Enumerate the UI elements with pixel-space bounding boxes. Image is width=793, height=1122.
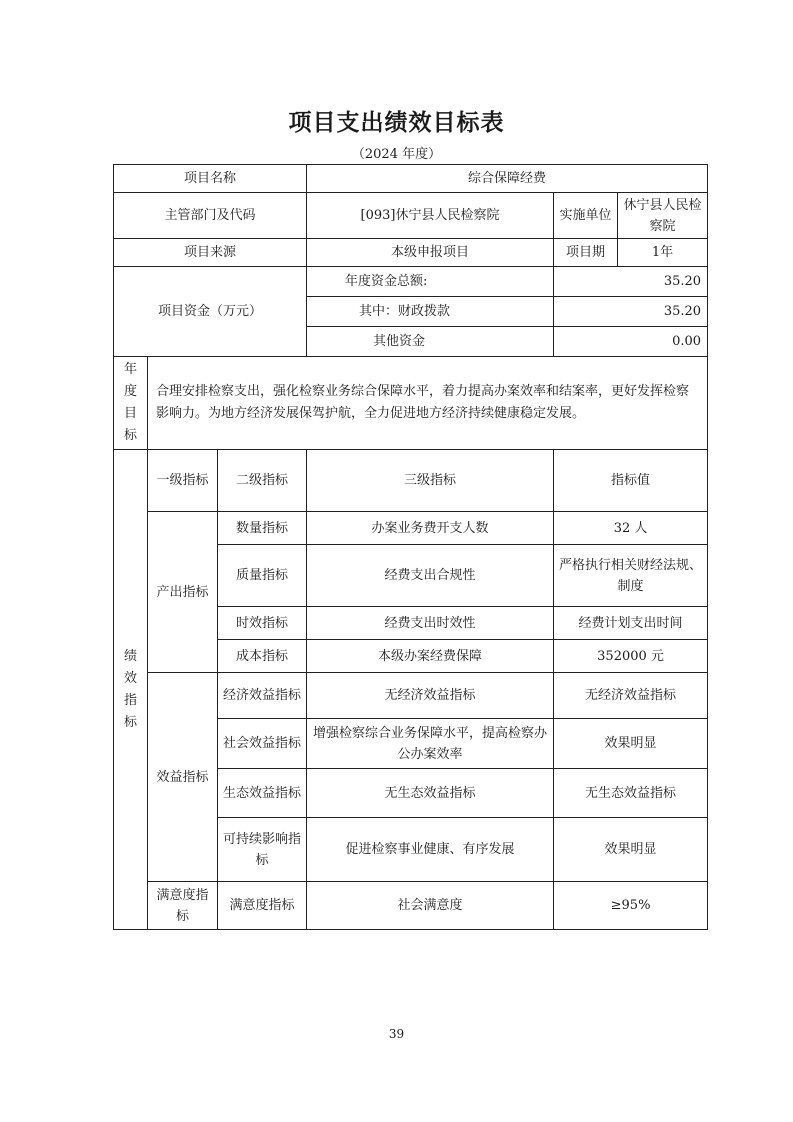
funds-fiscal-label: 其中：财政拨款 xyxy=(307,297,554,327)
row-department xyxy=(114,193,708,239)
value-cell: ≥95% xyxy=(554,882,708,930)
row-project-name xyxy=(114,165,708,193)
funds-label: 项目资金（万元） xyxy=(114,267,307,357)
row-indicator-headers xyxy=(114,450,708,512)
value-cell: 352000 元 xyxy=(554,640,708,673)
level2-cell: 生态效益指标 xyxy=(218,769,307,818)
source-label: 项目来源 xyxy=(114,239,307,267)
row-funds-total xyxy=(114,267,708,297)
level2-cell: 时效指标 xyxy=(218,607,307,640)
table-row xyxy=(114,673,708,719)
funds-other-value: 0.00 xyxy=(554,327,708,357)
header-level1: 一级指标 xyxy=(148,450,218,512)
fiscal-year-subtitle: （2024 年度） xyxy=(351,147,442,162)
level3-cell: 经费支出时效性 xyxy=(307,607,554,640)
performance-indicators-label: 绩效指标 xyxy=(114,450,148,930)
header-level3: 三级指标 xyxy=(307,450,554,512)
benefit-indicators-label: 效益指标 xyxy=(148,673,218,882)
table-row xyxy=(114,882,708,930)
satisfaction-indicators-label: 满意度指标 xyxy=(148,882,218,930)
implementer-value: 休宁县人民检察院 xyxy=(618,193,708,239)
level3-cell: 无生态效益指标 xyxy=(307,769,554,818)
department-value: [093]休宁县人民检察院 xyxy=(307,193,554,239)
page-number: 39 xyxy=(388,1027,405,1041)
value-cell: 效果明显 xyxy=(554,719,708,769)
value-cell: 经费计划支出时间 xyxy=(554,607,708,640)
project-name-label: 项目名称 xyxy=(114,165,307,193)
header-value: 指标值 xyxy=(554,450,708,512)
value-cell: 效果明显 xyxy=(554,818,708,882)
page-title: 项目支出绩效目标表 xyxy=(288,110,505,136)
source-value: 本级申报项目 xyxy=(307,239,554,267)
row-annual-objective xyxy=(114,357,708,450)
implementer-label: 实施单位 xyxy=(554,193,618,239)
level3-cell: 促进检察事业健康、有序发展 xyxy=(307,818,554,882)
level2-cell: 成本指标 xyxy=(218,640,307,673)
level2-cell: 质量指标 xyxy=(218,545,307,607)
annual-objective-label: 年度目标 xyxy=(114,357,148,450)
table-row xyxy=(114,512,708,545)
output-indicators-label: 产出指标 xyxy=(148,512,218,673)
funds-total-value: 35.20 xyxy=(554,267,708,297)
period-label: 项目期 xyxy=(554,239,618,267)
project-name-value: 综合保障经费 xyxy=(307,165,708,193)
period-value: 1年 xyxy=(618,239,708,267)
value-cell: 无经济效益指标 xyxy=(554,673,708,719)
funds-fiscal-value: 35.20 xyxy=(554,297,708,327)
level2-cell: 经济效益指标 xyxy=(218,673,307,719)
department-label: 主管部门及代码 xyxy=(114,193,307,239)
performance-target-table xyxy=(113,164,708,930)
value-cell: 无生态效益指标 xyxy=(554,769,708,818)
level3-cell: 经费支出合规性 xyxy=(307,545,554,607)
level3-cell: 办案业务费开支人数 xyxy=(307,512,554,545)
level3-cell: 无经济效益指标 xyxy=(307,673,554,719)
header-level2: 二级指标 xyxy=(218,450,307,512)
level2-cell: 社会效益指标 xyxy=(218,719,307,769)
level2-cell: 满意度指标 xyxy=(218,882,307,930)
level3-cell: 本级办案经费保障 xyxy=(307,640,554,673)
funds-total-label: 年度资金总额: xyxy=(307,267,554,297)
annual-objective-text: 合理安排检察支出，强化检察业务综合保障水平，着力提高办案效率和结案率，更好发挥检察影响力。为地方经济发展保驾护航，全力促进地方经济持续健康稳定发展。 xyxy=(148,357,708,450)
level2-cell: 数量指标 xyxy=(218,512,307,545)
value-cell: 32 人 xyxy=(554,512,708,545)
funds-other-label: 其他资金 xyxy=(307,327,554,357)
level3-cell: 社会满意度 xyxy=(307,882,554,930)
level3-cell: 增强检察综合业务保障水平，提高检察办公办案效率 xyxy=(307,719,554,769)
row-source xyxy=(114,239,708,267)
value-cell: 严格执行相关财经法规、制度 xyxy=(554,545,708,607)
level2-cell: 可持续影响指标 xyxy=(218,818,307,882)
